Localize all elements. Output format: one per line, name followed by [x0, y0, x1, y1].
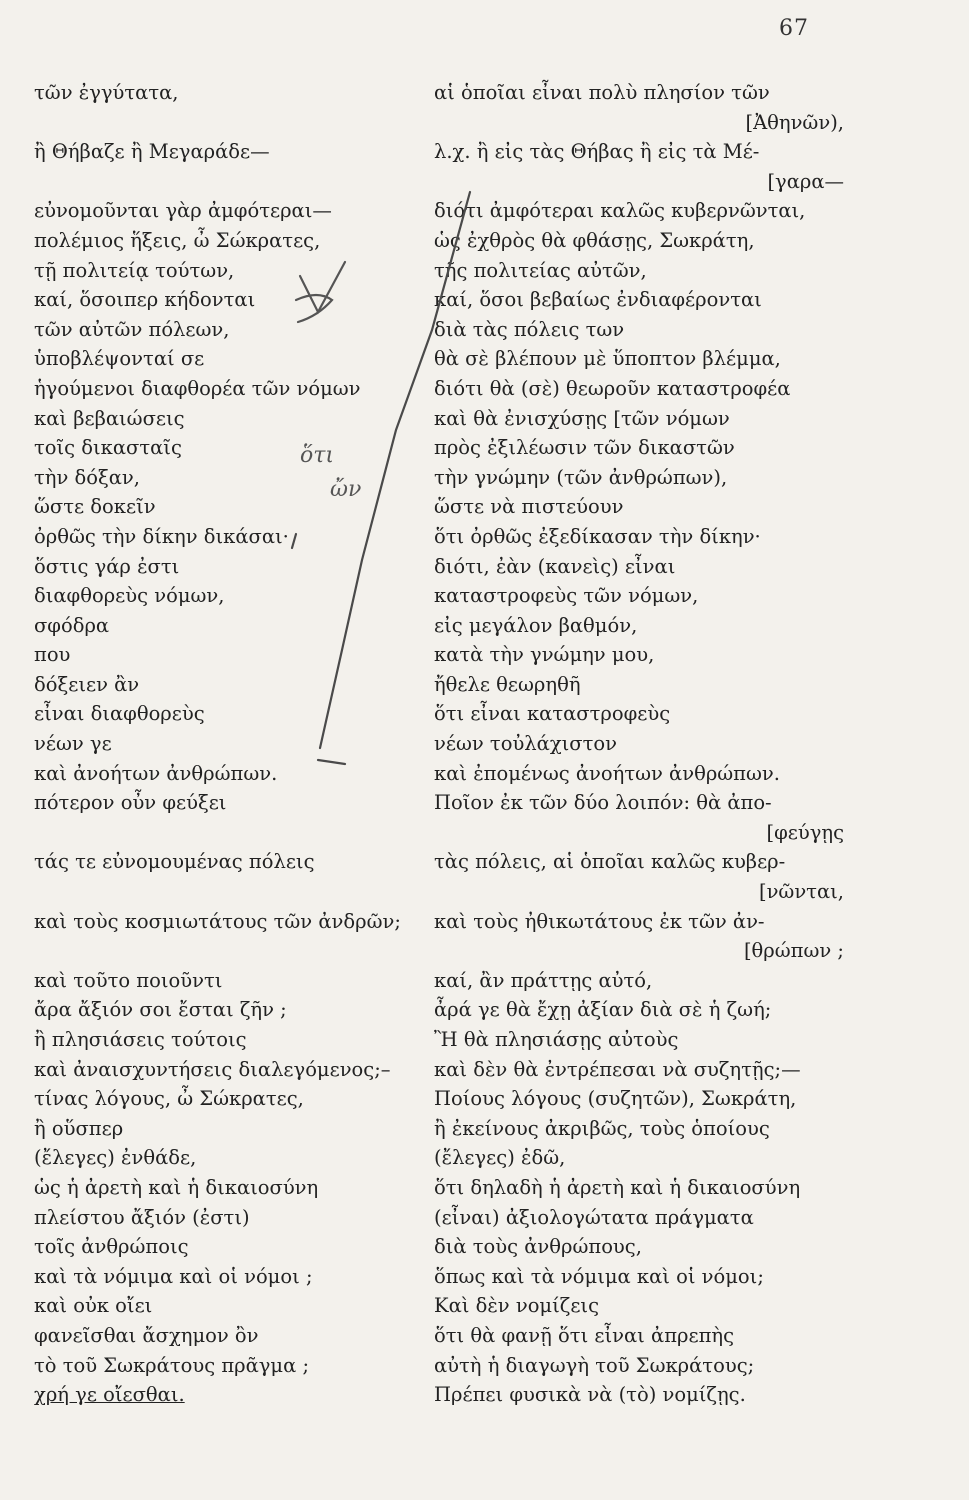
right-text-line: καὶ δὲν θὰ ἐντρέπεσαι νὰ συζητῇς;—	[434, 1057, 801, 1081]
left-text-line: τάς τε εὐνομουμένας πόλεις	[34, 850, 315, 874]
left-text-line: ἢ Θήβαζε ἢ Μεγαράδε—	[34, 140, 270, 164]
left-text-line: διαφθορεὺς νόμων,	[34, 584, 225, 608]
left-text-line: ἡγούμενοι διαφθορέα τῶν νόμων	[34, 376, 361, 400]
left-text-line: εἶναι διαφθορεὺς	[34, 702, 205, 726]
right-text-line: Καὶ δὲν νομίζεις	[434, 1294, 599, 1318]
right-text-line: [γαρα—	[767, 169, 844, 193]
left-text-line: καὶ τοὺς κοσμιωτάτους τῶν ἀνδρῶν;	[34, 909, 401, 933]
right-text-line: νέων τοὐλάχιστον	[434, 732, 617, 756]
left-text-line: δόξειεν ἂν	[34, 672, 140, 696]
left-text-line: πολέμιος ἥξεις, ὦ Σώκρατες,	[34, 228, 321, 252]
left-text-line: ὑποβλέψονταί σε	[34, 347, 205, 371]
right-text-line: ἤθελε θεωρηθῆ	[434, 672, 581, 696]
right-text-line: αἱ ὁποῖαι εἶναι πολὺ πλησίον τῶν	[434, 81, 770, 104]
right-text-line: θὰ σὲ βλέπουν μὲ ὕποπτον βλέμμα,	[434, 347, 781, 371]
left-text-line	[34, 108, 434, 138]
left-text-line: ἄρα ἄξιόν σοι ἔσται ζῆν ;	[34, 998, 287, 1022]
right-text-line: λ.χ. ἢ εἰς τὰς Θήβας ἢ εἰς τὰ Μέ-	[434, 140, 760, 164]
left-text-line: καὶ ἀναισχυντήσεις διαλεγόμενος;–	[34, 1057, 391, 1081]
right-text-line: ὡς ἐχθρὸς θὰ φθάσῃς, Σωκράτη,	[434, 228, 755, 252]
right-text-line: [Ἀθηνῶν),	[745, 110, 844, 134]
left-text-line	[34, 936, 434, 966]
left-text-line: (ἔλεγες) ἐνθάδε,	[34, 1146, 197, 1170]
left-text-line: τῇ πολιτείᾳ τούτων,	[34, 258, 235, 282]
left-text-line	[34, 877, 434, 907]
right-text-line: διὰ τὰς πόλεις των	[434, 317, 625, 341]
handwritten-word: ὅτι	[300, 443, 335, 468]
left-text-line: καί, ὅσοιπερ κήδονται	[34, 288, 256, 312]
right-text-line: καί, ἂν πράττῃς αὐτό,	[434, 968, 653, 992]
right-text-line: ὅτι δηλαδὴ ἡ ἀρετὴ καὶ ἡ δικαιοσύνη	[434, 1175, 801, 1199]
left-text-line: καὶ ἀνοήτων ἀνθρώπων.	[34, 761, 278, 785]
left-text-line: πλείστου ἄξιόν (ἐστι)	[34, 1205, 250, 1229]
right-text-line: διότι, ἐὰν (κανεὶς) εἶναι	[434, 554, 676, 578]
left-text-line: ὀρθῶς τὴν δίκην δικάσαι·	[34, 524, 289, 548]
left-text-line: χρή γε οἴεσθαι.	[34, 1383, 185, 1407]
right-text-line: διότι ἀμφότεραι καλῶς κυβερνῶνται,	[434, 199, 806, 223]
right-text-line: Πρέπει φυσικὰ νὰ (τὸ) νομίζῃς.	[434, 1383, 746, 1407]
right-text-line: [θρώπων ;	[743, 939, 844, 963]
right-text-line: ὅτι ὀρθῶς ἐξεδίκασαν τὴν δίκην·	[434, 524, 761, 548]
right-text-line: καί, ὅσοι βεβαίως ἐνδιαφέρονται	[434, 288, 762, 312]
left-text-line: ἢ πλησιάσεις τούτοις	[34, 1028, 247, 1051]
right-text-line: καὶ ἐπομένως ἀνοήτων ἀνθρώπων.	[434, 761, 780, 785]
right-text-line: πρὸς ἐξιλέωσιν τῶν δικαστῶν	[434, 436, 735, 460]
left-text-line	[34, 167, 434, 197]
right-text-line: καὶ θὰ ἐνισχύσῃς [τῶν νόμων	[434, 406, 730, 430]
right-text-line: εἰς μεγάλον βαθμόν,	[434, 613, 638, 637]
left-text-line: φανεῖσθαι ἄσχημον ὂν	[34, 1323, 259, 1347]
left-text-line: καὶ τοῦτο ποιοῦντι	[34, 968, 223, 992]
left-text-line: σφόδρα	[34, 613, 110, 637]
right-text-line: ὥστε νὰ πιστεύουν	[434, 495, 624, 519]
left-text-line: τοῖς δικασταῖς	[34, 436, 182, 460]
left-text-line: καὶ οὐκ οἴει	[34, 1294, 153, 1318]
right-text-line: ἆρά γε θὰ ἔχῃ ἀξίαν διὰ σὲ ἡ ζωή;	[434, 998, 772, 1022]
left-text-line: εὐνομοῦνται γὰρ ἀμφότεραι—	[34, 199, 332, 223]
right-text-line: αὐτὴ ἡ διαγωγὴ τοῦ Σωκράτους;	[434, 1353, 755, 1377]
right-text-line: διότι θὰ (σὲ) θεωροῦν καταστροφέα	[434, 376, 791, 400]
left-text-line: που	[34, 643, 71, 667]
left-text-line: ὥστε δοκεῖν	[34, 495, 156, 519]
left-text-line: τοῖς ἀνθρώποις	[34, 1235, 189, 1259]
left-text-line: τῶν ἐγγύτατα,	[34, 81, 179, 104]
left-column-ancient-greek	[34, 78, 434, 1410]
right-text-line: (ἔλεγες) ἐδῶ,	[434, 1146, 566, 1170]
left-text-line: ἢ οὕσπερ	[34, 1116, 124, 1140]
right-text-line: ὅτι θὰ φανῇ ὅτι εἶναι ἀπρεπὴς	[434, 1323, 734, 1347]
left-text-line: τῶν αὐτῶν πόλεων,	[34, 317, 230, 341]
right-text-line: ὅπως καὶ τὰ νόμιμα καὶ οἱ νόμοι;	[434, 1264, 764, 1288]
right-text-line: τῆς πολιτείας αὐτῶν,	[434, 258, 647, 282]
right-text-line: Ποίους λόγους (συζητῶν), Σωκράτη,	[434, 1087, 797, 1111]
right-text-line: ὅτι εἶναι καταστροφεὺς	[434, 702, 671, 726]
left-text-line: ὡς ἡ ἀρετὴ καὶ ἡ δικαιοσύνη	[34, 1175, 319, 1199]
left-text-line	[34, 818, 434, 848]
right-column-modern-greek	[434, 78, 844, 1410]
right-text-line: ἢ ἐκείνους ἀκριβῶς, τοὺς ὁποίους	[434, 1116, 770, 1140]
left-text-line: καὶ τὰ νόμιμα καὶ οἱ νόμοι ;	[34, 1264, 313, 1288]
left-text-line: τὸ τοῦ Σωκράτους πρᾶγμα ;	[34, 1353, 310, 1377]
right-text-line: τὴν γνώμην (τῶν ἀνθρώπων),	[434, 465, 728, 489]
left-text-line: νέων γε	[34, 732, 112, 756]
right-text-line: (εἶναι) ἀξιολογώτατα πράγματα	[434, 1205, 754, 1229]
right-text-line: καταστροφεὺς τῶν νόμων,	[434, 584, 699, 608]
left-text-line: καὶ βεβαιώσεις	[34, 406, 185, 430]
left-text-line: τίνας λόγους, ὦ Σώκρατες,	[34, 1087, 304, 1111]
right-text-line: κατὰ τὴν γνώμην μου,	[434, 643, 655, 667]
left-text-line: τὴν δόξαν,	[34, 465, 140, 489]
right-text-line: Ἢ θὰ πλησιάσῃς αὐτοὺς	[434, 1028, 679, 1051]
right-text-line: [φεύγῃς	[766, 820, 844, 844]
right-text-line: Ποῖον ἐκ τῶν δύο λοιπόν: θὰ ἀπο-	[434, 791, 772, 815]
left-text-line: πότερον οὖν φεύξει	[34, 791, 227, 815]
right-text-line: τὰς πόλεις, αἱ ὁποῖαι καλῶς κυβερ-	[434, 850, 786, 874]
left-text-line: ὅστις γάρ ἐστι	[34, 554, 180, 578]
right-text-line: διὰ τοὺς ἀνθρώπους,	[434, 1235, 642, 1259]
right-text-line: καὶ τοὺς ἠθικωτάτους ἐκ τῶν ἀν-	[434, 909, 765, 933]
handwritten-word: ὤν	[330, 477, 362, 502]
right-text-line: [νῶνται,	[758, 880, 844, 904]
page-number: 67	[779, 16, 809, 41]
